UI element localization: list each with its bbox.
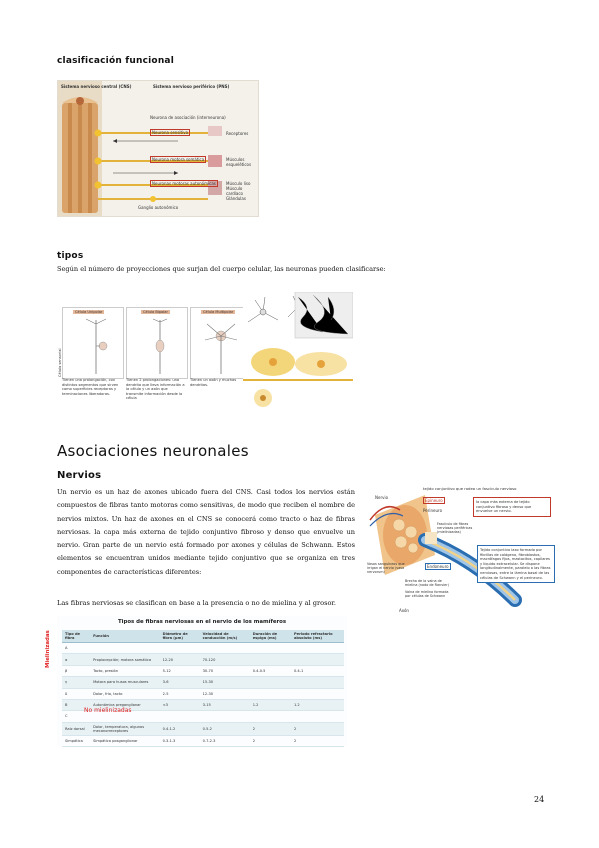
blood-vessels-label: Vasos sanguíneos que irrigan el nervio (vasa nervorum) <box>367 562 405 574</box>
table-cell <box>160 711 200 722</box>
unipolar-title: Célula Unipolar <box>75 310 103 314</box>
unipolar-side-label: Célula sensorial <box>58 348 62 377</box>
table-cell: δ <box>62 688 90 699</box>
table-cell <box>250 711 291 722</box>
myelinated-label: Mielinizadas <box>45 630 51 668</box>
table-cell <box>291 643 344 654</box>
table-cell <box>250 654 291 665</box>
table-cell <box>200 643 250 654</box>
fiber-types-table <box>62 630 344 747</box>
endoneurium-definition-box: Tejido conjuntivo laxo formado por fibrillas de colágeno, fibroblastos, macrófagos fijos, mastocitos, capilares y líquido extracelular. Se dispone longitudinalmente, paralelo a las fibras nerviosas, entre la lámina basal de las células de Schwann y el perineuro. <box>477 545 555 583</box>
section-title-clasificacion: clasificación funcional <box>57 56 174 66</box>
fiber-types-table-figure <box>45 616 347 746</box>
neuron-micrograph-collage <box>243 292 353 412</box>
nerve-structure-figure <box>365 480 551 620</box>
header-cell: Función <box>90 630 159 643</box>
sensory-neuron-label: Neurona sensitiva <box>152 130 189 135</box>
table-cell: 12-30 <box>200 688 250 699</box>
bipolar-caption: Tienen 2 prolongaciones: una dendrita que lleva información a la célula y un axón que transmite información desde la célula <box>126 378 185 401</box>
multipolar-title: Célula Multipolar <box>203 310 234 314</box>
section-title-asociaciones: Asociaciones neuronales <box>57 442 249 460</box>
header-cell: Periodo refractario absoluto (ms) <box>291 630 344 643</box>
table-cell: β <box>62 665 90 676</box>
bipolar-neuron-drawing <box>135 318 185 376</box>
table-header-row <box>62 630 344 643</box>
table-row <box>62 722 344 735</box>
header-cell: Velocidad de conducción (m/s) <box>200 630 250 643</box>
nervio-paragraph: Un nervio es un haz de axones ubicado fuera del CNS. Casi todos los nervios están compuestos de fibras tanto motoras como sensitivas, de modo que reciben el nombre de nervios mixtos. Un haz de axones en el CNS se conocerá como tracto o haz de fibras nerviosas. la capa más externa de tejido conjuntivo fibroso y denso que envuelve un nervio. Gran parte de un nervio está formado por axones y células de Schwann. Estos elementos se encuentran unidos mediante tejido conjuntivo que se organiza en tres componentes de características diferentes: <box>57 488 355 576</box>
smooth-muscle-label: Músculo liso Músculo cardíaco Glándulas <box>226 181 251 201</box>
ganglion-label: Ganglio autonómico <box>138 205 179 210</box>
unipolar-caption: Tienen una prolongación, con distintos segmentos que sirven como superficies receptoras y terminaciones liberadoras. <box>62 378 119 396</box>
table-cell: 30-70 <box>200 665 250 676</box>
cns-label: Sistema nervioso central (CNS) <box>61 84 132 89</box>
tipos-intro: Según el número de proyecciones que surjan del cuerpo celular, las neuronas pueden clasificarse: <box>57 265 386 273</box>
ranvier-node-label: Brecha de la vaina de mielina (nodo de Ranvier) <box>405 579 449 587</box>
neuron-sketches <box>243 292 353 412</box>
multipolar-neuron-drawing <box>197 318 249 376</box>
unipolar-neuron-drawing <box>71 318 121 376</box>
bipolar-title: Célula Bipolar <box>143 310 168 314</box>
table-row <box>62 643 344 654</box>
unmyelinated-label: No mielinizadas <box>84 707 132 714</box>
table-cell <box>250 677 291 688</box>
table-cell: 12-20 <box>160 654 200 665</box>
endoneurium-label: Endoneuro <box>427 564 449 569</box>
functional-classification-figure <box>57 80 259 217</box>
table-cell <box>250 688 291 699</box>
table-cell <box>250 643 291 654</box>
axon-label: Axón <box>399 608 409 613</box>
epineurium-label: Epineuro <box>425 498 443 503</box>
table-cell: 3-6 <box>160 677 200 688</box>
table-cell <box>291 654 344 665</box>
table-cell: Motora para husos musculares <box>90 677 159 688</box>
table-cell: 0.7-2.3 <box>200 736 250 747</box>
table-cell: Dolor, frío, tacto <box>90 688 159 699</box>
table-cell: 0.4-0.5 <box>250 665 291 676</box>
table-cell: 1.2 <box>291 699 344 710</box>
table-row <box>62 688 344 699</box>
myelin-sheath-label: Vaina de mielina formada por células de Schwann <box>405 590 449 598</box>
table-cell: 2 <box>250 736 291 747</box>
header-cell: Diámetro de fibra (µm) <box>160 630 200 643</box>
table-cell: 0.4-1.2 <box>160 722 200 735</box>
autonomic-motor-label: Neuronas motoras autonómicas <box>152 181 216 186</box>
table-row <box>62 665 344 676</box>
table-row <box>62 677 344 688</box>
table-cell: <3 <box>160 699 200 710</box>
table-cell: C <box>62 711 90 722</box>
table-cell: 15-30 <box>200 677 250 688</box>
association-neuron-label: Neurona de asociación (interneurona) <box>150 115 226 120</box>
table-cell: 1.2 <box>250 699 291 710</box>
page-number: 24 <box>534 795 545 804</box>
somatic-motor-label: Neurona motora somática <box>152 157 205 162</box>
table-cell: γ <box>62 677 90 688</box>
table-row <box>62 654 344 665</box>
table-cell <box>291 688 344 699</box>
section-title-tipos: tipos <box>57 251 84 261</box>
table-cell <box>291 711 344 722</box>
section-title-nervios: Nervios <box>57 470 102 481</box>
table-cell: 0.5-2 <box>200 722 250 735</box>
perineurium-label: Perineuro <box>423 508 443 513</box>
multipolar-caption: Tienen un axón y muchas dendritas. <box>190 378 237 387</box>
nerve-label: Nervio <box>375 495 389 500</box>
header-cell: Tipo de fibra <box>62 630 90 643</box>
table-cell <box>291 677 344 688</box>
skeletal-muscles-label: Músculos esqueléticos <box>226 157 252 167</box>
table-cell: Tacto, presión <box>90 665 159 676</box>
table-cell: 2 <box>250 722 291 735</box>
epineurium-definition-box: la capa más externa de tejido conjuntivo fibroso y denso que envuelve un nervio. <box>473 497 551 517</box>
table-title: Tipos de fibras nerviosas en el nervio de los mamíferos <box>117 619 287 625</box>
table-cell: 2 <box>291 736 344 747</box>
table-cell: 0.3-1.3 <box>160 736 200 747</box>
fibras-paragraph: Las fibras nerviosas se clasifican en base a la presencia o no de mielina y al grosor. <box>57 599 336 607</box>
table-cell: Simpática <box>62 736 90 747</box>
bipolar-panel <box>126 307 188 379</box>
table-cell: 0.4-1 <box>291 665 344 676</box>
connective-tissue-label: tejido conjuntivo que rodea un fascículo nervioso <box>423 486 517 491</box>
table-cell: Raíz dorsal <box>62 722 90 735</box>
table-cell: 3-15 <box>200 699 250 710</box>
table-cell: 2 <box>291 722 344 735</box>
pns-label: Sistema nervioso periférico (PNS) <box>153 84 230 89</box>
receptors-label: Receptores <box>226 131 249 136</box>
table-cell <box>90 643 159 654</box>
table-cell: Simpática posganglionar <box>90 736 159 747</box>
table-row <box>62 736 344 747</box>
table-cell: Dolor, temperatura, algunos mecanorreceptores <box>90 722 159 735</box>
table-cell: Autonómica preganglionar <box>90 699 159 710</box>
table-cell: B <box>62 699 90 710</box>
table-cell: Propiocepción; motora somática <box>90 654 159 665</box>
header-cell: Duración de espiga (ms) <box>250 630 291 643</box>
table-cell: 2-5 <box>160 688 200 699</box>
table-cell: A <box>62 643 90 654</box>
table-cell: 5-12 <box>160 665 200 676</box>
fascicle-label: Fascículo de fibras nerviosas periféricas (mielinizadas) <box>437 522 473 534</box>
table-cell: 70-120 <box>200 654 250 665</box>
table-cell: α <box>62 654 90 665</box>
unipolar-panel <box>62 307 124 379</box>
table-cell <box>160 643 200 654</box>
table-cell <box>200 711 250 722</box>
